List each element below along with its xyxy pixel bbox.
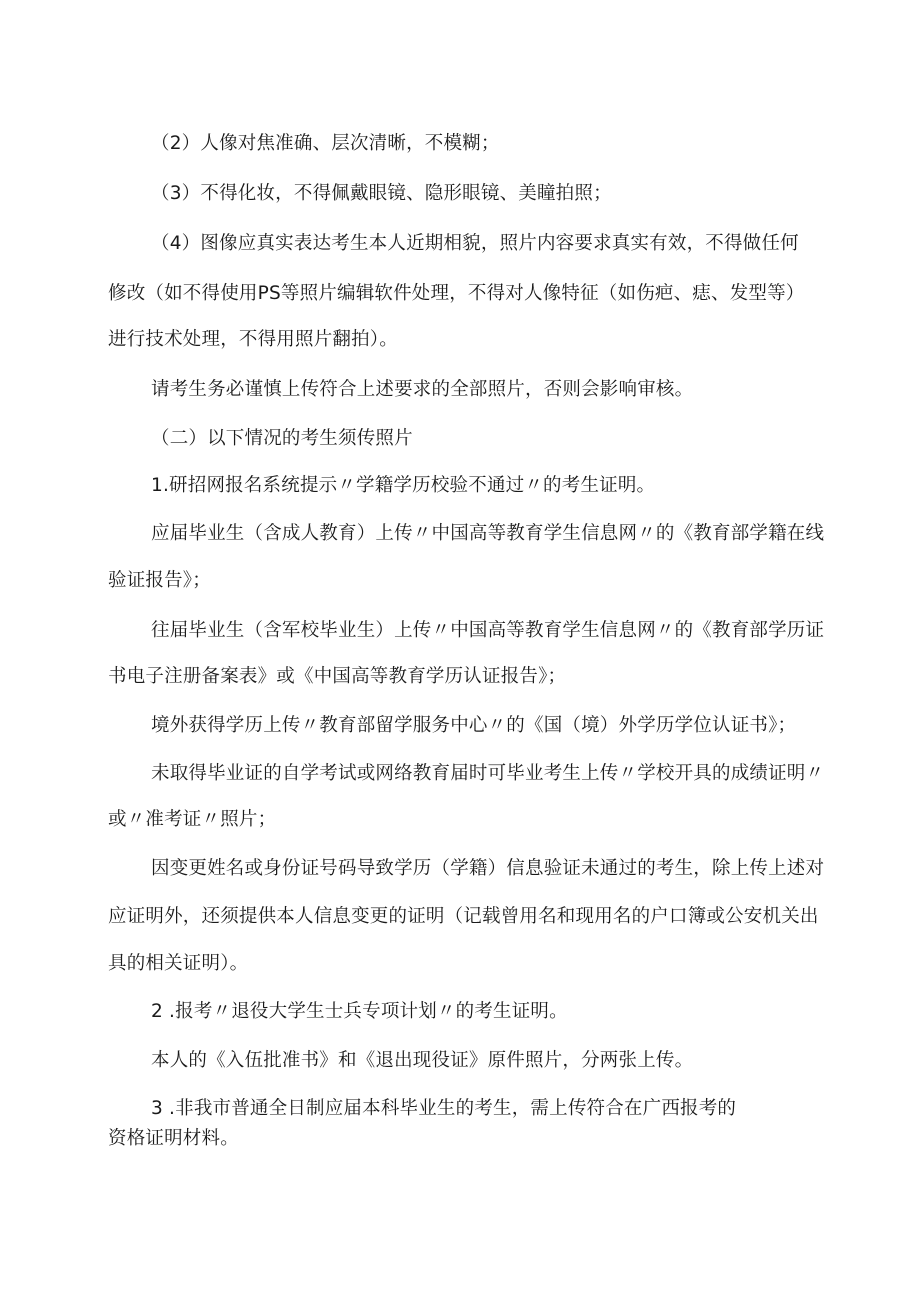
requirement-3: （3）不得化妆，不得佩戴眼镜、隐形眼镜、美瞳拍照； — [151, 183, 612, 204]
item-2-heading: 2 .报考〃退役大学生士兵专项计划〃的考生证明。 — [151, 1001, 568, 1022]
upload-reminder: 请考生务必谨慎上传符合上述要求的全部照片，否则会影响审核。 — [151, 379, 694, 400]
fresh-graduate-line-1: 应届毕业生（含成人教育）上传〃中国高等教育学生信息网〃的《教育部学籍在线 — [151, 523, 825, 544]
name-change-line-3: 具的相关证明）。 — [108, 953, 249, 974]
item-1-heading: 1.研招网报名系统提示〃学籍学历校验不通过〃的考生证明。 — [151, 475, 656, 496]
name-change-line-2: 应证明外，还须提供本人信息变更的证明（记载曾用名和现用名的户口簿或公安机关出 — [108, 906, 819, 927]
self-study-line-1: 未取得毕业证的自学考试或网络教育届时可毕业考生上传〃学校开具的成绩证明〃 — [151, 763, 825, 784]
requirement-4-line-3: 进行技术处理，不得用照片翻拍）。 — [108, 329, 398, 350]
item-2-detail: 本人的《入伍批准书》和《退出现役证》原件照片，分两张上传。 — [151, 1050, 694, 1071]
past-graduate-line-2: 书电子注册备案表》或《中国高等教育学历认证报告》； — [108, 666, 567, 687]
section-heading: （二）以下情况的考生须传照片 — [151, 428, 413, 449]
past-graduate-line-1: 往届毕业生（含军校毕业生）上传〃中国高等教育学生信息网〃的《教育部学历证 — [151, 620, 825, 641]
requirement-2: （2）人像对焦准确、层次清晰，不模糊； — [151, 133, 500, 154]
item-3-line-2: 资格证明材料。 — [108, 1128, 239, 1149]
requirement-4-line-2: 修改（如不得使用PS等照片编辑软件处理，不得对人像特征（如伤疤、痣、发型等） — [108, 283, 805, 304]
name-change-line-1: 因变更姓名或身份证号码导致学历（学籍）信息验证未通过的考生，除上传上述对 — [151, 858, 825, 879]
self-study-line-2: 或〃准考证〃照片； — [108, 809, 277, 830]
item-3-line-1: 3 .非我市普通全日制应届本科毕业生的考生，需上传符合在广西报考的 — [151, 1098, 737, 1119]
overseas-degree: 境外获得学历上传〃教育部留学服务中心〃的《国（境）外学历学位认证书》； — [151, 715, 797, 736]
requirement-4-line-1: （4）图像应真实表达考生本人近期相貌，照片内容要求真实有效，不得做任何 — [151, 233, 799, 254]
fresh-graduate-line-2: 验证报告》； — [108, 570, 211, 591]
